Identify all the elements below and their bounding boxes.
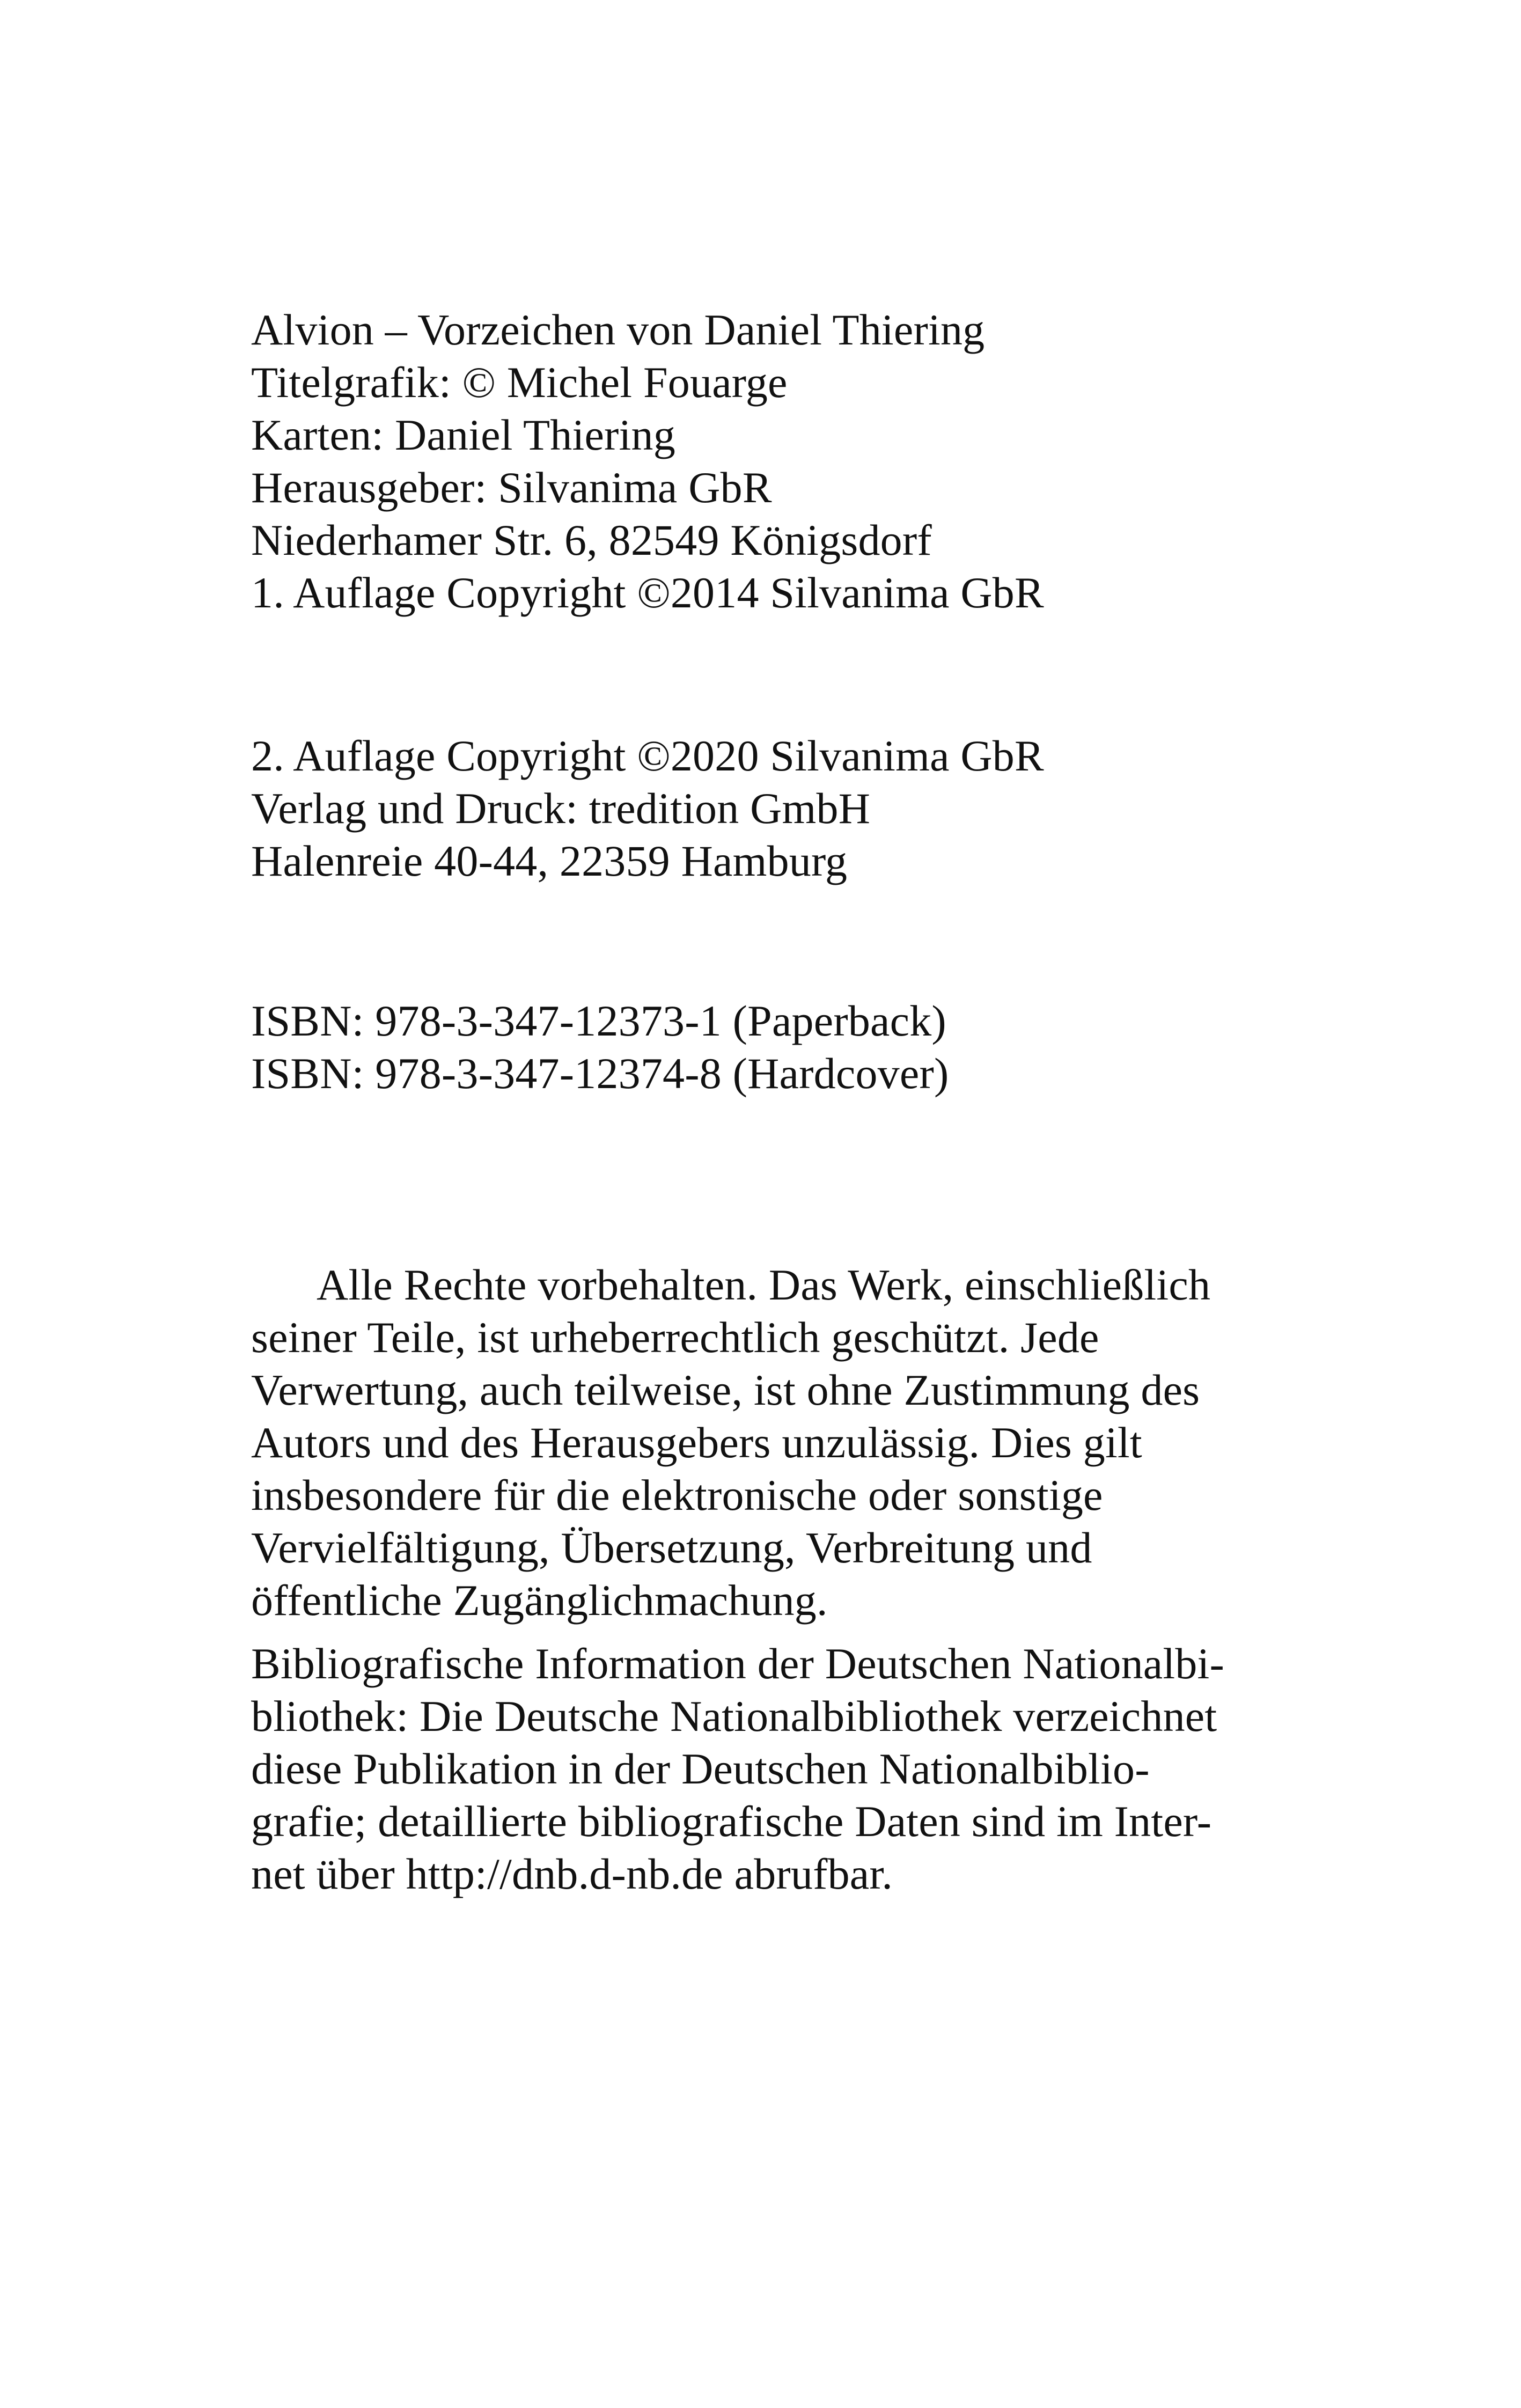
printer-address-line: Halenreie 40-44, 22359 Hamburg [251, 836, 848, 885]
bibliographic-line: grafie; detaillierte bibliografische Daten sind im Inter- [251, 1797, 1212, 1846]
rights-line: insbesondere für die elektronische oder sonstige [251, 1471, 1103, 1519]
cover-art-line: Titelgrafik: © Michel Fouarge [251, 358, 788, 407]
printer-line: Verlag und Druck: tredition GmbH [251, 784, 871, 833]
isbn-hardcover-line: ISBN: 978-3-347-12374-8 (Hardcover) [251, 1049, 949, 1098]
rights-line: Vervielfältigung, Übersetzung, Verbreitung und [251, 1523, 1092, 1572]
bibliographic-line: Bibliografische Information der Deutschen Nationalbi- [251, 1639, 1225, 1688]
first-edition-copyright-line: 1. Auflage Copyright ©2014 Silvanima GbR [251, 568, 1044, 617]
rights-line: Autors und des Herausgebers unzulässig. Dies gilt [251, 1418, 1142, 1467]
bibliographic-line: diese Publikation in der Deutschen Nationalbiblio- [251, 1744, 1150, 1793]
publisher-line: Herausgeber: Silvanima GbR [251, 463, 772, 512]
rights-line: Verwertung, auch teilweise, ist ohne Zustimmung des [251, 1365, 1200, 1414]
maps-line: Karten: Daniel Thiering [251, 410, 675, 459]
rights-line: seiner Teile, ist urheberrechtlich geschützt. Jede [251, 1313, 1099, 1362]
second-edition-copyright-line: 2. Auflage Copyright ©2020 Silvanima GbR [251, 731, 1044, 780]
bibliographic-line: net über http://dnb.d-nb.de abrufbar. [251, 1849, 893, 1898]
publisher-address-line: Niederhamer Str. 6, 82549 Königsdorf [251, 516, 932, 564]
rights-line: Alle Rechte vorbehalten. Das Werk, einschließlich [317, 1260, 1211, 1309]
isbn-paperback-line: ISBN: 978-3-347-12373-1 (Paperback) [251, 996, 946, 1045]
title-author-line: Alvion – Vorzeichen von Daniel Thiering [251, 305, 985, 354]
rights-line: öffentliche Zugänglichmachung. [251, 1576, 828, 1625]
bibliographic-line: bliothek: Die Deutsche Nationalbibliothek verzeichnet [251, 1692, 1217, 1741]
